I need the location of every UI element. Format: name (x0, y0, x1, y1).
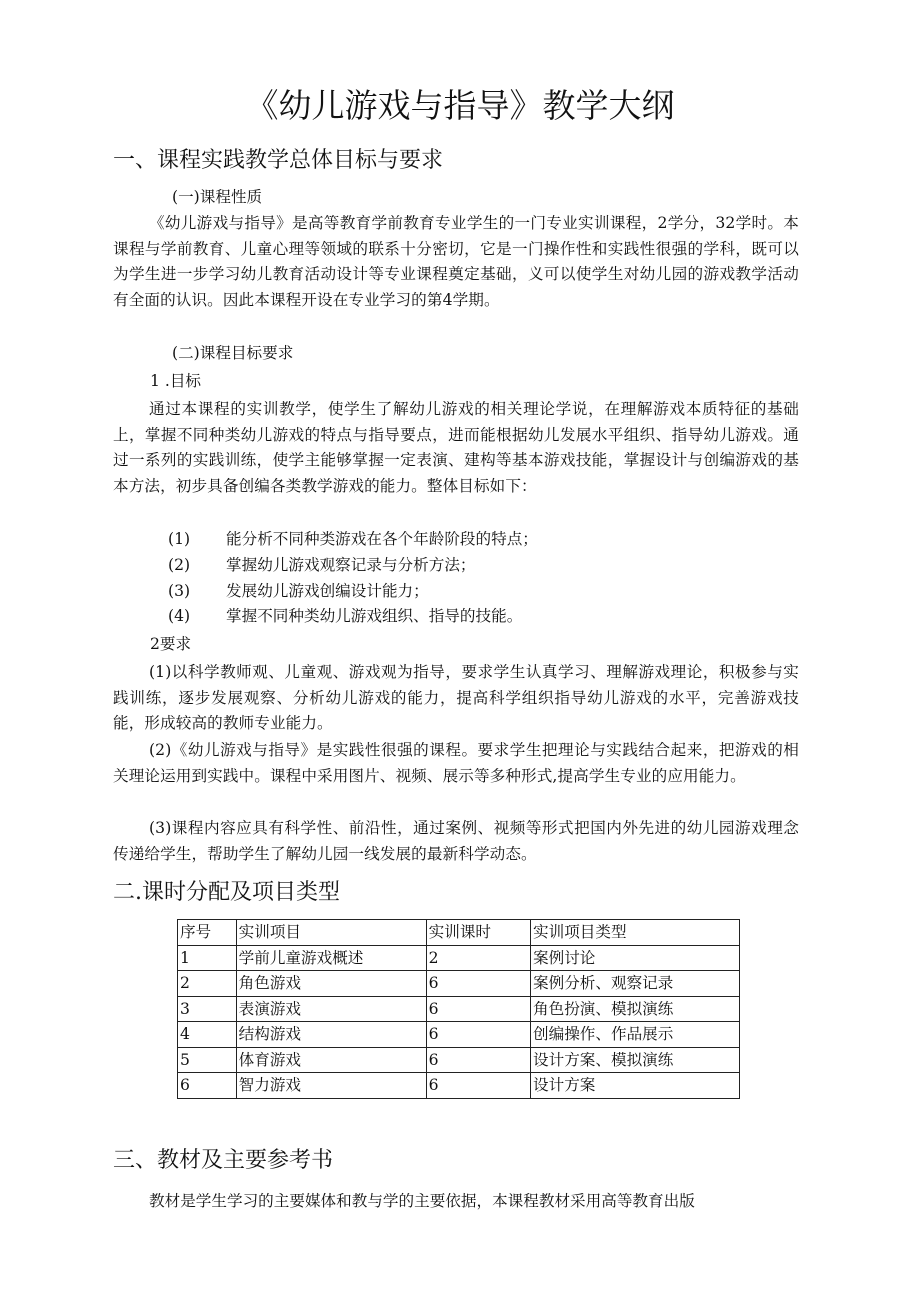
table-header-cell: 序号 (178, 920, 237, 946)
table-cell: 设计方案 (531, 1073, 740, 1099)
document-title: 《幼儿游戏与指导》教学大纲 (245, 86, 675, 125)
table-cell: 案例分析、观察记录 (531, 971, 740, 997)
goal-item-number: (3) (168, 582, 191, 600)
table-cell: 学前儿童游戏概述 (236, 945, 426, 971)
table-cell: 1 (178, 945, 237, 971)
table-cell: 结构游戏 (236, 1022, 426, 1048)
goal-item-text: 发展幼儿游戏创编设计能力； (226, 582, 429, 600)
goal-item-number: (4) (168, 607, 191, 625)
table-row (178, 1022, 740, 1048)
table-row (178, 945, 740, 971)
table-header-row (178, 920, 740, 946)
table-cell: 2 (178, 971, 237, 997)
table-row (178, 996, 740, 1022)
goal-item-number: (1) (168, 530, 191, 548)
course-nature-text: 《幼儿游戏与指导》是高等教育学前教育专业学生的一门专业实训课程，2学分，32学时。本课程与学前教育、儿童心理等领域的联系十分密切，它是一门操作性和实践性很强的学科，既可以为学生进一步学习幼儿教育活动设计等专业课程奠定基础，义可以使学生对幼儿园的游戏教学活动有全面的认识。因此本课程开设在专业学习的第4学期。 (113, 214, 799, 309)
table-cell: 智力游戏 (236, 1073, 426, 1099)
requirement-paragraph-1 (113, 660, 799, 737)
table-cell: 设计方案、模拟演练 (531, 1047, 740, 1073)
table-cell: 创编操作、作品展示 (531, 1022, 740, 1048)
requirement-text: (1)以科学教师观、儿童观、游戏观为指导，要求学生认真学习、理解游戏理论，积极参与实践训练，逐步发展观察、分析幼儿游戏的能力，提高科学组织指导幼儿游戏的水平，完善游戏技能，形成较高的教师专业能力。 (113, 663, 799, 733)
requirement-text: (3)课程内容应具有科学性、前沿性，通过案例、视频等形式把国内外先进的幼儿园游戏理念传递给学生，帮助学生了解幼儿园一线发展的最新科学动态。 (113, 819, 799, 863)
goal-item (168, 580, 429, 602)
section2-heading: 二.课时分配及项目类型 (113, 880, 340, 905)
section1-heading: 一、课程实践教学总体目标与要求 (113, 148, 444, 173)
requirement-paragraph-2 (113, 738, 799, 789)
table-row (178, 1047, 740, 1073)
table-cell: 5 (178, 1047, 237, 1073)
goal-item (168, 554, 476, 576)
requirement-paragraph-3 (113, 816, 799, 867)
table-cell: 表演游戏 (236, 996, 426, 1022)
table-cell: 6 (426, 1022, 530, 1048)
class-hours-table (177, 919, 740, 1099)
section3-heading: 三、教材及主要参考书 (113, 1148, 334, 1173)
table-row (178, 971, 740, 997)
goal-item-text: 能分析不同种类游戏在各个年龄阶段的特点； (226, 530, 538, 548)
table-cell: 6 (426, 971, 530, 997)
table-header-cell: 实训项目 (236, 920, 426, 946)
table-cell: 6 (426, 1073, 530, 1099)
table-cell: 6 (178, 1073, 237, 1099)
goal-paragraph (113, 397, 799, 499)
goal-item (168, 528, 538, 550)
goal-heading: 1 .目标 (150, 372, 202, 390)
table-header-cell: 实训课时 (426, 920, 530, 946)
goal-item-number: (2) (168, 556, 191, 574)
table-cell: 4 (178, 1022, 237, 1048)
table-cell: 体育游戏 (236, 1047, 426, 1073)
table-cell: 3 (178, 996, 237, 1022)
requirement-text: (2)《幼儿游戏与指导》是实践性很强的课程。要求学生把理论与实践结合起来，把游戏的相关理论运用到实践中。课程中采用图片、视频、展示等多种形式,提高学生专业的应用能力。 (113, 741, 799, 785)
table-cell: 6 (426, 996, 530, 1022)
course-nature-heading: (一)课程性质 (172, 188, 263, 206)
table-cell: 案例讨论 (531, 945, 740, 971)
table-header-cell: 实训项目类型 (531, 920, 740, 946)
requirements-heading: 2要求 (150, 635, 192, 653)
table-cell: 6 (426, 1047, 530, 1073)
table-cell: 角色扮演、模拟演练 (531, 996, 740, 1022)
textbook-paragraph: 教材是学生学习的主要媒体和教与学的主要依据，本课程教材采用高等教育出版 (149, 1192, 695, 1210)
goal-item (168, 605, 522, 627)
goal-text: 通过本课程的实训教学，使学生了解幼儿游戏的相关理论学说，在理解游戏本质特征的基础上，掌握不同种类幼儿游戏的特点与指导要点，进而能根据幼儿发展水平组织、指导幼儿游戏。通过一系列的实践训练，使学主能够掌握一定表演、建构等基本游戏技能，掌握设计与创编游戏的基本方法，初步具备创编各类教学游戏的能力。整体目标如下： (113, 400, 799, 495)
table-cell: 2 (426, 945, 530, 971)
goal-item-text: 掌握不同种类幼儿游戏组织、指导的技能。 (226, 607, 523, 625)
goal-item-text: 掌握幼儿游戏观察记录与分析方法； (226, 556, 476, 574)
course-goals-heading: (二)课程目标要求 (172, 344, 294, 362)
table-row (178, 1073, 740, 1099)
course-nature-paragraph (113, 211, 799, 313)
table-cell: 角色游戏 (236, 971, 426, 997)
